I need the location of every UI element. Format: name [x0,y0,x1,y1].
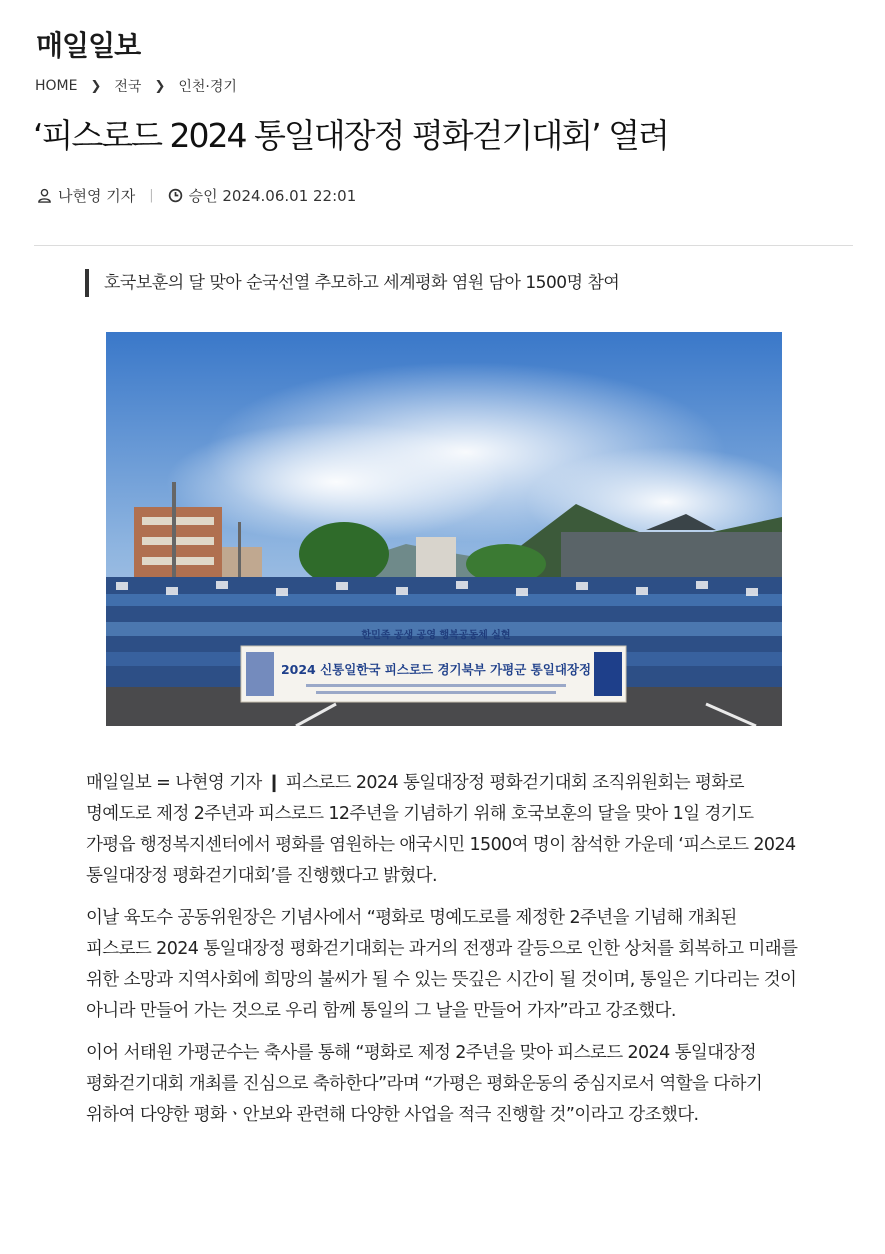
breadcrumb-region[interactable]: 전국 [114,79,142,95]
meta-divider: | [149,188,154,203]
header-divider [34,245,853,246]
banner-main-text: 2024 신통일한국 피스로드 경기북부 가평군 통일대장정 [280,662,592,677]
user-icon [37,188,52,203]
article-title: ‘피스로드 2024 통일대장정 평화걷기대회’ 열려 [33,116,668,155]
breadcrumb-home[interactable]: HOME [35,78,78,94]
approved-datetime: 승인 2024.06.01 22:01 [188,187,357,205]
chevron-right-icon: ❯ [154,78,166,94]
article-photo [106,332,782,726]
author-name[interactable]: 나현영 기자 [58,187,136,205]
site-logo[interactable]: 매일일보 [36,29,141,62]
breadcrumb [35,76,237,96]
chevron-right-icon: ❯ [90,78,102,94]
article-paragraph: 이날 육도수 공동위원장은 기념사에서 “평화로 명예도로를 제정한 2주년을 기념해 개최된 피스로드 2024 통일대장정 평화걷기대회는 과거의 전쟁과 갈등으로 인한 상처를 회복하고 미래를 위한 소망과 지역사회에 희망의 불씨가 될 수 있는 뜻깊은 시간이 될 것이며, 통일은 기다리는 것이 아니라 만들어 가는 것으로 우리 함께 통일의 그 날을 만들어 가자”라고 강조했다. [86,908,798,1021]
breadcrumb-section[interactable]: 인천·경기 [178,79,237,95]
article-subtitle: 호국보훈의 달 맞아 순국선열 추모하고 세계평화 염원 담아 1500명 참여 [85,269,619,297]
clock-icon [168,188,183,203]
banner-top-text: 한민족 공생 공영 행복공동체 실현 [361,630,511,641]
article-body [86,768,806,1142]
article-paragraph: 이어 서태원 가평군수는 축사를 통해 “평화로 제정 2주년을 맞아 피스로드 2024 통일대장정 평화걷기대회 개최를 진심으로 축하한다”라며 “가평은 평화운동의 중심지로서 역할을 다하기 위하여 다양한 평화ㆍ안보와 관련해 다양한 사업을 적극 진행할 것”이라고 강조했다. [86,1043,763,1125]
article-meta [37,185,356,206]
article-paragraph: 매일일보 = 나현영 기자 ❙ 피스로드 2024 통일대장정 평화걷기대회 조직위원회는 평화로 명예도로 제정 2주년과 피스로드 12주년을 기념하기 위해 호국보훈의 달을 맞아 1일 경기도 가평읍 행정복지센터에서 평화를 염원하는 애국시민 1500여 명이 참석한 가운데 ‘피스로드 2024 통일대장정 평화걷기대회’를 진행했다고 밝혔다. [86,773,796,886]
